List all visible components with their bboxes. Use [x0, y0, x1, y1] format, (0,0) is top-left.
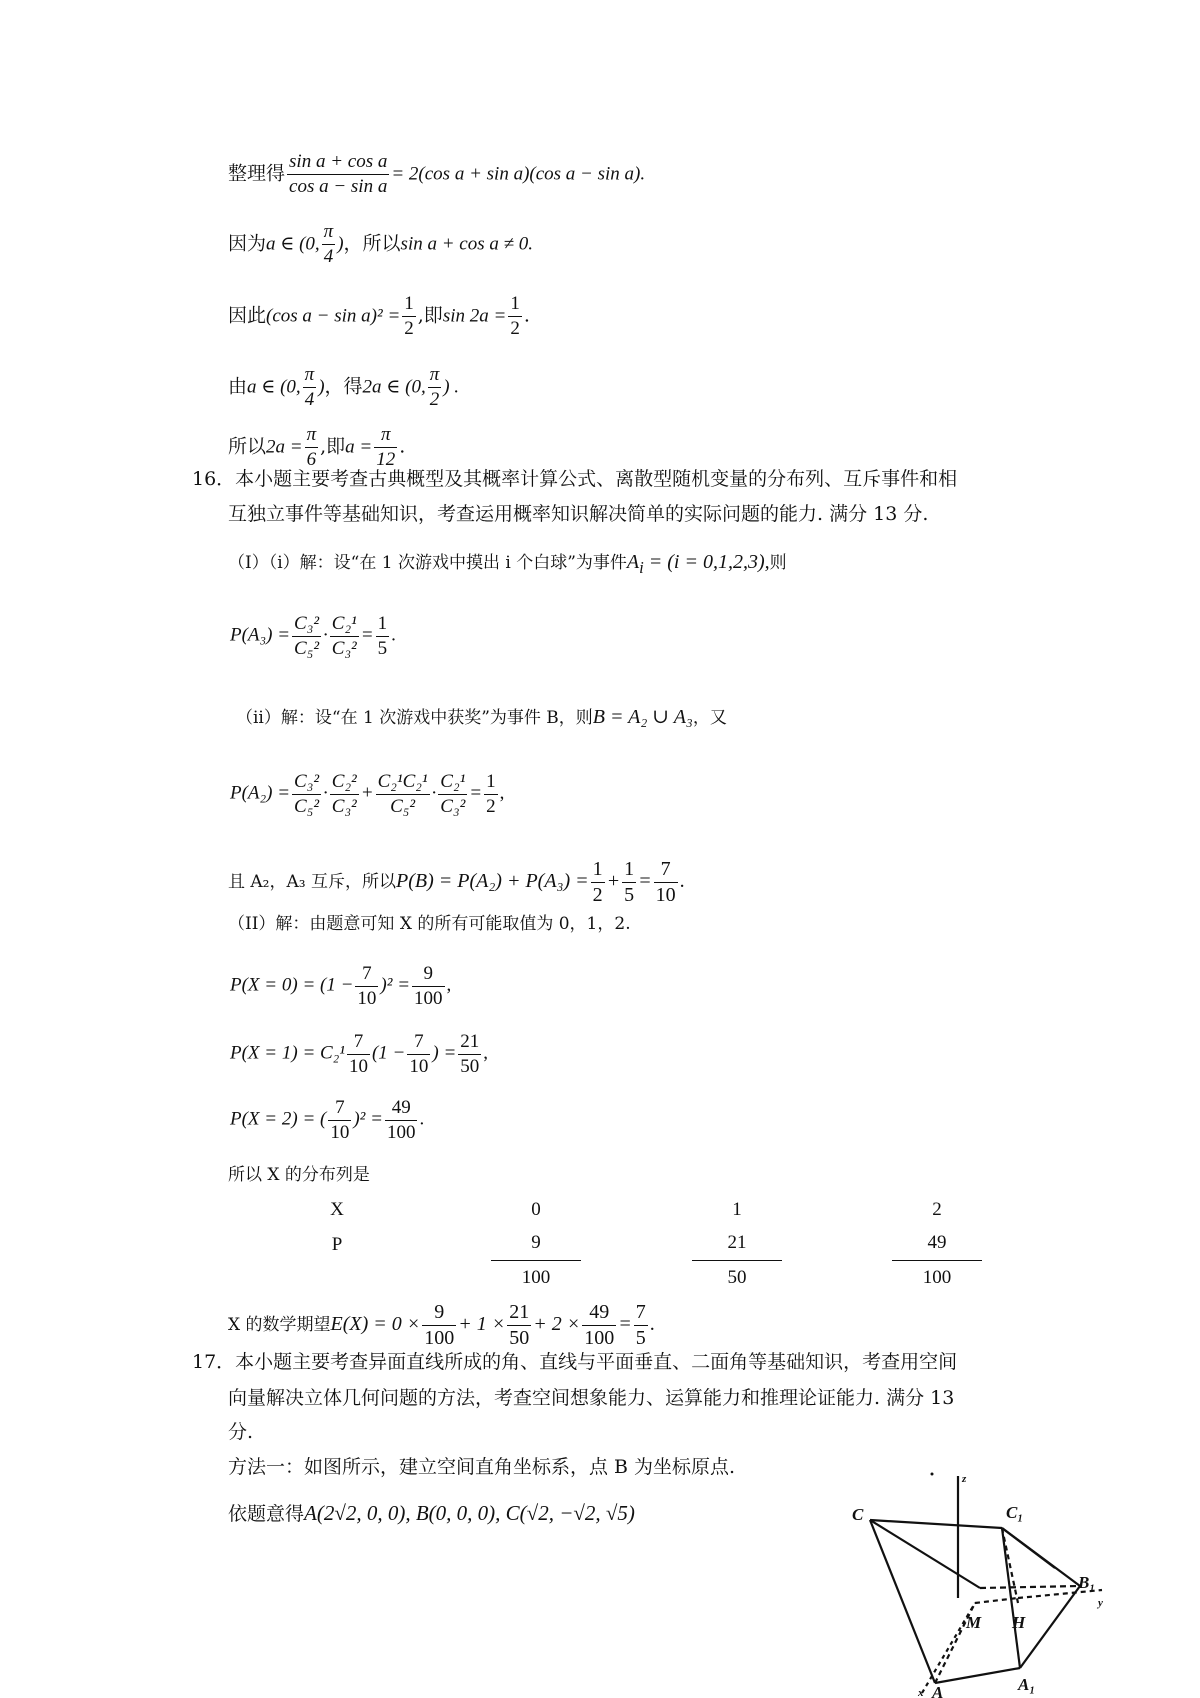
line-because: 因为a ∈ (0, $\frac{\pi}{4}$ )，所以sin a + cos a ≠ 0. [228, 221, 534, 267]
fraction: $\frac{\pi}{4}$ [304, 364, 315, 410]
q16-intro-line1: 16．本小题主要考查古典概型及其概率计算公式、离散型随机变量的分布列、互斥事件和相 [192, 468, 958, 490]
fraction: $\frac{\pi}{6}$ [306, 424, 317, 470]
fraction: $\frac{\text{C₂¹C₂¹}}{\text{C₅²}}$ [377, 771, 428, 817]
fraction: $\frac{\text{C₂¹}}{\text{C₃²}}$ [440, 771, 466, 817]
fraction: $\frac{49}{100}$ [584, 1301, 615, 1349]
dist-intro: 所以 X 的分布列是 [228, 1165, 370, 1185]
fraction: $\frac{7}{10}$ [330, 1097, 350, 1143]
formula-px1: P(X = 1) = C₂¹ $\frac{7}{10}$ (1 − $\frac{7}{10}$ ) = $\frac{21}{50}$ , [230, 1031, 489, 1077]
table-header-1: 1 [732, 1199, 742, 1220]
label-m: M [966, 1613, 982, 1632]
fraction: $\frac{49}{100}$ [386, 1097, 416, 1143]
formula-px2: P(X = 2) = ( $\frac{7}{10}$ )² = $\frac{49}{100}$ . [230, 1097, 425, 1143]
q16-part2: （II）解：由题意可知 X 的所有可能取值为 0，1，2. [228, 914, 631, 934]
fraction: $\frac{7}{10}$ [357, 963, 377, 1009]
q17-intro-line2: 向量解决立体几何问题的方法，考查空间想象能力、运算能力和推理论证能力. 满分 13 [228, 1387, 955, 1409]
formula-pa3: P(A₃) = $\frac{\text{C₃²}}{\text{C₅²}}$ · $\frac{\text{C₂¹}}{\text{C₃²}}$ = $\frac{1}{5}$ . [230, 613, 396, 659]
label-a1: A₁ [1018, 1675, 1036, 1694]
table-cell-p0: $\frac{9}{100}$ [491, 1232, 581, 1289]
fraction: $\frac{1}{5}$ [377, 613, 388, 659]
fraction: $\frac{21}{50}$ [509, 1301, 530, 1349]
fraction: $\frac{7}{5}$ [635, 1301, 646, 1349]
fraction: $\frac{7}{10}$ [655, 858, 676, 906]
table-row-label-p: P [331, 1234, 343, 1255]
fraction: $\frac{7}{10}$ [409, 1031, 429, 1077]
fraction: $\frac{7}{10}$ [348, 1031, 368, 1077]
table-header-0: 0 [531, 1199, 541, 1220]
label-h: H [1012, 1613, 1026, 1632]
fraction: $\frac{\pi}{2}$ [429, 364, 440, 410]
label-b1: B₁ [1078, 1573, 1096, 1592]
q16-pb: 且 A₂，A₃ 互斥，所以P(B) = P(A₂) + P(A₃) = $\frac{1}{2}$ + $\frac{1}{5}$ = $\frac{7}{10}$ . [228, 858, 685, 906]
q16-intro-line2: 互独立事件等基础知识，考查运用概率知识解决简单的实际问题的能力. 满分 13 分. [228, 503, 929, 525]
fraction: $\frac{\pi}{4}$ [323, 221, 334, 267]
label-y: y [1098, 1597, 1103, 1609]
fraction: $\frac{1}{5}$ [624, 858, 635, 906]
formula-px0: P(X = 0) = (1 − $\frac{7}{10}$ )² = $\frac{9}{100}$ , [230, 963, 452, 1009]
label-c: C [852, 1505, 864, 1524]
fraction: $\frac{1}{2}$ [486, 771, 496, 817]
label-x: x [918, 1687, 924, 1698]
q17-intro-line3: 分. [228, 1421, 254, 1443]
fraction: $\frac{1}{2}$ [510, 293, 520, 339]
fraction: $\frac{21}{50}$ [460, 1031, 480, 1077]
line-arrange: 整理得 $\frac{\text{sin a + cos a}}{\text{cos a − sin a}}$ = 2(cos a + sin a)(cos a − sin a). [228, 151, 646, 197]
line-from: 由a ∈ (0, $\frac{\pi}{4}$ )，得2a ∈ (0, $\frac{\pi}{2}$ ) . [228, 364, 460, 410]
fraction: $\frac{\text{C₃²}}{\text{C₅²}}$ [294, 613, 320, 659]
fraction: $\frac{\text{C₂¹}}{\text{C₃²}}$ [331, 613, 357, 659]
fraction: $\frac{\pi}{12}$ [376, 424, 396, 470]
fraction: $\frac{1}{2}$ [404, 293, 414, 339]
table-cell-p2: $\frac{49}{100}$ [892, 1232, 982, 1289]
table-cell-p1: $\frac{21}{50}$ [692, 1232, 782, 1289]
prism-figure [850, 1468, 1110, 1698]
label-a: A [932, 1683, 944, 1698]
q17-intro-line1: 17．本小题主要考查异面直线所成的角、直线与平面垂直、二面角等基础知识，考查用空间 [192, 1351, 958, 1373]
line-so: 所以2a = $\frac{\pi}{6}$ ,即a = $\frac{\pi}{12}$ . [228, 424, 406, 470]
label-c1: C₁ [1006, 1503, 1024, 1522]
fraction: $\frac{9}{100}$ [414, 963, 443, 1009]
q16-part1-ii: （ii）解：设“在 1 次游戏中获奖”为事件 B，则B = A₂ ∪ A₃，又 [236, 706, 727, 728]
table-header-2: 2 [932, 1199, 942, 1220]
fraction: $\frac{9}{100}$ [424, 1301, 455, 1349]
fraction: $\frac{\text{C₂²}}{\text{C₃²}}$ [331, 771, 357, 817]
fraction: $\frac{\text{sin a + cos a}}{\text{cos a − sin a}}$ [289, 151, 388, 197]
label-z: z [962, 1473, 967, 1485]
line-therefore: 因此(cos a − sin a)² = $\frac{1}{2}$ ,即sin 2a = $\frac{1}{2}$ . [228, 293, 530, 339]
dot-mark [931, 1473, 934, 1476]
formula-pa2: P(A₂) = $\frac{\text{C₃²}}{\text{C₅²}}$ · $\frac{\text{C₂²}}{\text{C₃²}}$ + $\frac{\text{C₂¹C₂¹}}{\text{C₅²}}$ · $\frac{\text{C₂¹}}{\text{C₃²}}$ = $\frac{1}{2}$ , [230, 771, 505, 817]
fraction: $\frac{1}{2}$ [592, 858, 603, 906]
q17-method1: 方法一：如图所示，建立空间直角坐标系，点 B 为坐标原点. [228, 1456, 736, 1478]
q16-part1-i: （I）（i）解：设“在 1 次游戏中摸出 i 个白球”为事件$A_i = (i = 0,1,2,3)$,则 [228, 551, 787, 577]
fraction: $\frac{\text{C₃²}}{\text{C₅²}}$ [294, 771, 320, 817]
expectation: X 的数学期望E(X) = 0 × $\frac{9}{100}$ + 1 × $\frac{21}{50}$ + 2 × $\frac{49}{100}$ = $\frac{7}{5}$ . [228, 1301, 655, 1349]
table-header-x: X [330, 1199, 344, 1220]
q17-coords: 依题意得A(2√2, 0, 0), B(0, 0, 0), C(√2, −√2, √5) [228, 1501, 635, 1525]
